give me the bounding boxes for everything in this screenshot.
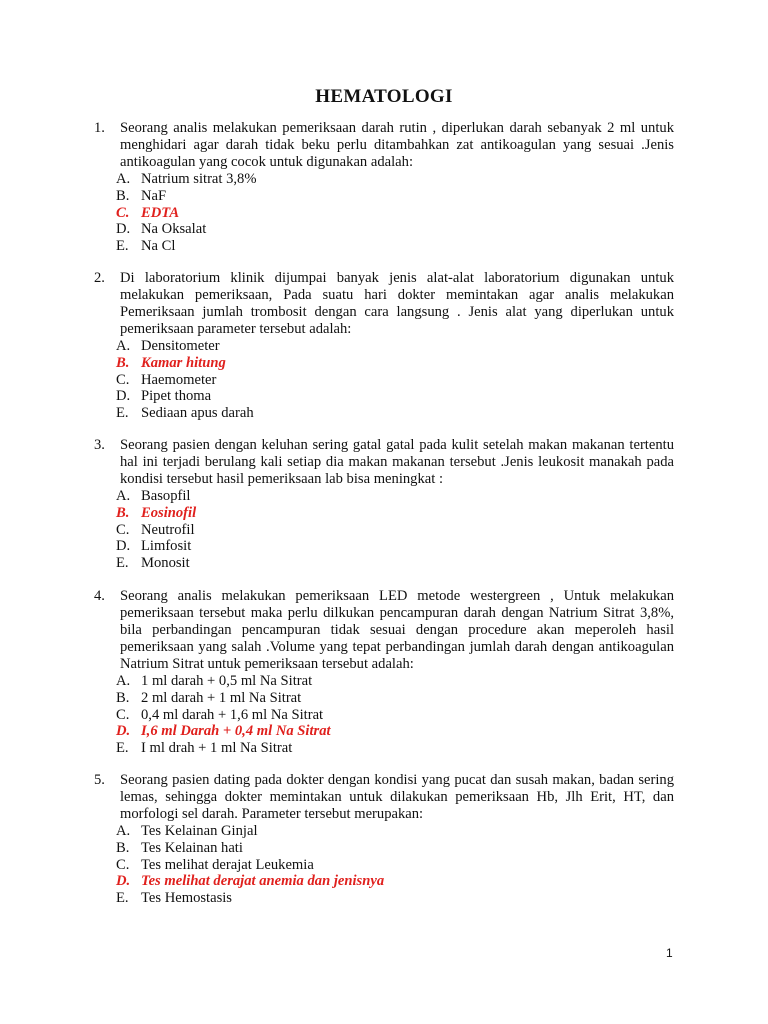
answer-options — [116, 673, 674, 757]
option-b-correct: B. Kamar hitung — [116, 354, 226, 371]
option-c: C. Neutrofil — [116, 521, 195, 538]
option-c: C. 0,4 ml darah + 1,6 ml Na Sitrat — [116, 706, 324, 723]
option-e: E. I ml drah + 1 ml Na Sitrat — [116, 740, 293, 757]
option-c: C. Tes melihat derajat Leukemia — [116, 856, 314, 873]
question-text: Seorang analis melakukan pemeriksaan LED metode westergreen , Untuk melakukan pemeriksaan tersebut maka perlu dilkukan pencampuran darah dengan Natrium Sitrat 3,8%, bila perbandingan pencampuran tidak sesuai dengan procedure akan meperoleh hasil pemeriksaan yang salah .Volume yang tepat perbandingan jumlah darah dengan antikoagulan Natrium Sitrat untuk pemeriksaan tersebut adalah: — [120, 588, 674, 672]
page-title: HEMATOLOGI — [315, 86, 453, 107]
option-d-correct: D. I,6 ml Darah + 0,4 ml Na Sitrat — [116, 723, 331, 740]
option-d: D. Na Oksalat — [116, 221, 207, 238]
question-number: 3. — [94, 437, 105, 453]
answer-options — [116, 171, 674, 255]
option-e: E. Monosit — [116, 555, 190, 572]
question-1 — [94, 120, 674, 255]
option-b-correct: B. Eosinofil — [116, 504, 197, 521]
answer-options — [116, 338, 674, 422]
option-a: A. Natrium sitrat 3,8% — [116, 171, 257, 187]
question-text: Di laboratorium klinik dijumpai banyak jenis alat-alat laboratorium digunakan untuk melakukan pemeriksaan, Pada suatu hari dokter memintakan agar analis melakukan Pemeriksaan jumlah trombosit dengan cara langsung . Jenis alat yang diperlukan untuk pemeriksaan parameter tersebut adalah: — [120, 270, 674, 337]
question-number: 2. — [94, 270, 105, 286]
question-number: 1. — [94, 120, 105, 136]
option-b: B. Tes Kelainan hati — [116, 839, 243, 856]
question-text: Seorang pasien dengan keluhan sering gatal gatal pada kulit setelah makan makanan tertentu hal ini terjadi berulang kali setiap dia makan makanan tersebut .Jenis leukosit manakah pada kondisi tersebut hasil pemeriksaan lab bisa meningkat : — [120, 437, 674, 487]
option-d: D. Pipet thoma — [116, 388, 212, 405]
option-a: A. Basopfil — [116, 488, 191, 504]
question-number: 5. — [94, 772, 105, 788]
option-a: A. 1 ml darah + 0,5 ml Na Sitrat — [116, 673, 313, 689]
option-c-correct: C. EDTA — [116, 204, 180, 221]
question-number: 4. — [94, 588, 105, 604]
question-text: Seorang analis melakukan pemeriksaan darah rutin , diperlukan darah sebanyak 2 ml untuk menghidari agar darah tidak beku perlu ditambahkan zat antikoagulan yang sesuai .Jenis antikoagulan yang cocok untuk digunakan adalah: — [120, 120, 674, 170]
option-a: A. Densitometer — [116, 338, 220, 354]
option-d-correct: D. Tes melihat derajat anemia dan jenisnya — [116, 873, 385, 890]
question-text: Seorang pasien dating pada dokter dengan kondisi yang pucat dan susah makan, badan sering lemas, sehingga dokter memintakan untuk dilakukan pemeriksaan Hb, Jlh Erit, HT, dan morfologi sel darah. Parameter tersebut merupakan: — [120, 772, 674, 822]
option-b: B. 2 ml darah + 1 ml Na Sitrat — [116, 689, 302, 706]
option-e: E. Tes Hemostasis — [116, 890, 232, 907]
question-3 — [94, 437, 674, 572]
option-b: B. NaF — [116, 187, 167, 204]
option-a: A. Tes Kelainan Ginjal — [116, 823, 258, 839]
option-e: E. Sediaan apus darah — [116, 405, 254, 422]
answer-options — [116, 823, 674, 907]
question-5 — [94, 772, 674, 907]
question-2 — [94, 270, 674, 422]
page-number: 1 — [666, 946, 673, 960]
option-e: E. Na Cl — [116, 238, 176, 255]
question-4 — [94, 588, 674, 757]
option-d: D. Limfosit — [116, 538, 192, 555]
answer-options — [116, 488, 674, 572]
option-c: C. Haemometer — [116, 371, 217, 388]
